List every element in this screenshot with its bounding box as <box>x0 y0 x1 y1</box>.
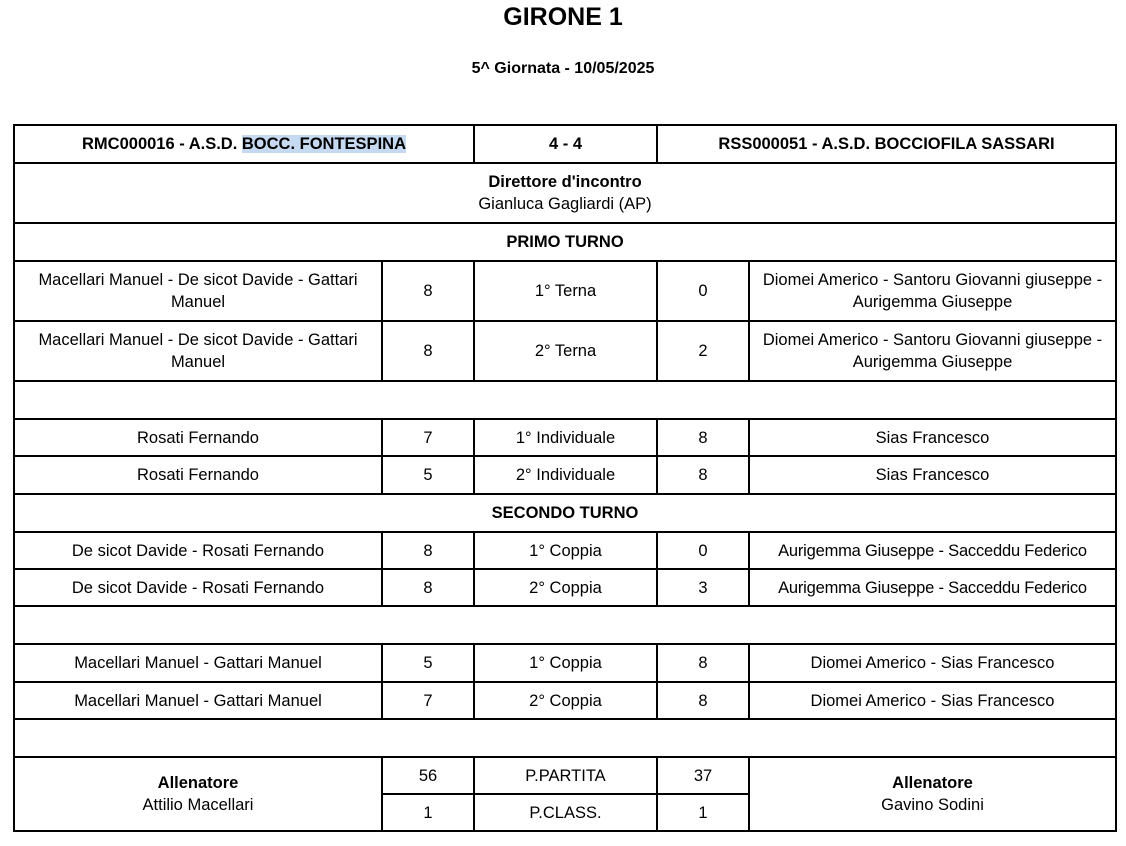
away-coach-label: Allenatore <box>892 774 973 792</box>
summary-row-partita <box>14 757 1116 794</box>
home-coach-name: Attilio Macellari <box>142 796 254 814</box>
spacer-row <box>14 381 1116 419</box>
game-row <box>14 644 1116 682</box>
home-coach-cell <box>14 757 382 831</box>
home-score: 8 <box>382 321 474 381</box>
home-score: 7 <box>382 682 474 719</box>
away-score: 8 <box>657 682 749 719</box>
away-score: 0 <box>657 532 749 569</box>
home-players: Macellari Manuel - De sicot Davide - Gattari Manuel <box>14 321 382 381</box>
home-score: 8 <box>382 532 474 569</box>
home-partita-points: 56 <box>382 757 474 794</box>
page-title: GIRONE 1 <box>503 3 623 31</box>
director-name: Gianluca Gagliardi (AP) <box>478 195 652 213</box>
game-name: 1° Individuale <box>474 419 657 456</box>
home-players: Rosati Fernando <box>14 419 382 456</box>
round-title-row <box>14 494 1116 532</box>
home-score: 8 <box>382 261 474 321</box>
game-row <box>14 419 1116 456</box>
home-players: Macellari Manuel - Gattari Manuel <box>14 644 382 682</box>
class-label: P.CLASS. <box>474 794 657 831</box>
away-class-points: 1 <box>657 794 749 831</box>
away-score: 8 <box>657 456 749 494</box>
home-team-name-selected[interactable]: BOCC. FONTESPINA <box>241 135 406 153</box>
away-players: Diomei Americo - Santoru Giovanni giuseppe - Aurigemma Giuseppe <box>749 321 1116 381</box>
game-row <box>14 682 1116 719</box>
home-players: Rosati Fernando <box>14 456 382 494</box>
game-name: 2° Individuale <box>474 456 657 494</box>
director-cell <box>14 163 1116 223</box>
game-row <box>14 569 1116 606</box>
home-coach-label: Allenatore <box>157 774 239 792</box>
round-title-primo-turno: PRIMO TURNO <box>14 223 1116 261</box>
away-players: Aurigemma Giuseppe - Sacceddu Federico <box>749 532 1116 569</box>
director-label: Direttore d'incontro <box>488 173 642 191</box>
home-players: De sicot Davide - Rosati Fernando <box>14 532 382 569</box>
game-name: 1° Coppia <box>474 532 657 569</box>
spacer-row <box>14 719 1116 757</box>
game-name: 1° Terna <box>474 261 657 321</box>
away-players: Diomei Americo - Sias Francesco <box>749 682 1116 719</box>
spacer-cell <box>14 719 1116 757</box>
partita-label: P.PARTITA <box>474 757 657 794</box>
director-row <box>14 163 1116 223</box>
spacer-cell <box>14 606 1116 644</box>
home-players: Macellari Manuel - Gattari Manuel <box>14 682 382 719</box>
home-team-cell <box>14 125 474 163</box>
home-score: 5 <box>382 456 474 494</box>
game-name: 2° Terna <box>474 321 657 381</box>
game-name: 2° Coppia <box>474 569 657 606</box>
away-players: Diomei Americo - Santoru Giovanni giuseppe - Aurigemma Giuseppe <box>749 261 1116 321</box>
match-header-row <box>14 125 1116 163</box>
home-score: 7 <box>382 419 474 456</box>
spacer-cell <box>14 381 1116 419</box>
away-coach-cell <box>749 757 1116 831</box>
round-title-secondo-turno: SECONDO TURNO <box>14 494 1116 532</box>
home-score: 8 <box>382 569 474 606</box>
away-players: Sias Francesco <box>749 419 1116 456</box>
game-name: 2° Coppia <box>474 682 657 719</box>
home-score: 5 <box>382 644 474 682</box>
away-team-cell: RSS000051 - A.S.D. BOCCIOFILA SASSARI <box>657 125 1116 163</box>
game-row <box>14 532 1116 569</box>
away-partita-points: 37 <box>657 757 749 794</box>
match-score: 4 - 4 <box>474 125 657 163</box>
home-players: De sicot Davide - Rosati Fernando <box>14 569 382 606</box>
game-row <box>14 456 1116 494</box>
spacer-row <box>14 606 1116 644</box>
game-row <box>14 261 1116 321</box>
home-players: Macellari Manuel - De sicot Davide - Gattari Manuel <box>14 261 382 321</box>
away-score: 8 <box>657 419 749 456</box>
game-name: 1° Coppia <box>474 644 657 682</box>
away-score: 0 <box>657 261 749 321</box>
home-class-points: 1 <box>382 794 474 831</box>
away-players: Diomei Americo - Sias Francesco <box>749 644 1116 682</box>
game-row <box>14 321 1116 381</box>
away-players: Sias Francesco <box>749 456 1116 494</box>
away-score: 3 <box>657 569 749 606</box>
home-team-code: RMC000016 - A.S.D. <box>82 135 242 153</box>
away-score: 2 <box>657 321 749 381</box>
round-title-row <box>14 223 1116 261</box>
away-score: 8 <box>657 644 749 682</box>
away-players: Aurigemma Giuseppe - Sacceddu Federico <box>749 569 1116 606</box>
match-sheet-table <box>13 124 1117 832</box>
matchday-subtitle: 5^ Giornata - 10/05/2025 <box>471 60 655 77</box>
away-coach-name: Gavino Sodini <box>881 796 984 814</box>
